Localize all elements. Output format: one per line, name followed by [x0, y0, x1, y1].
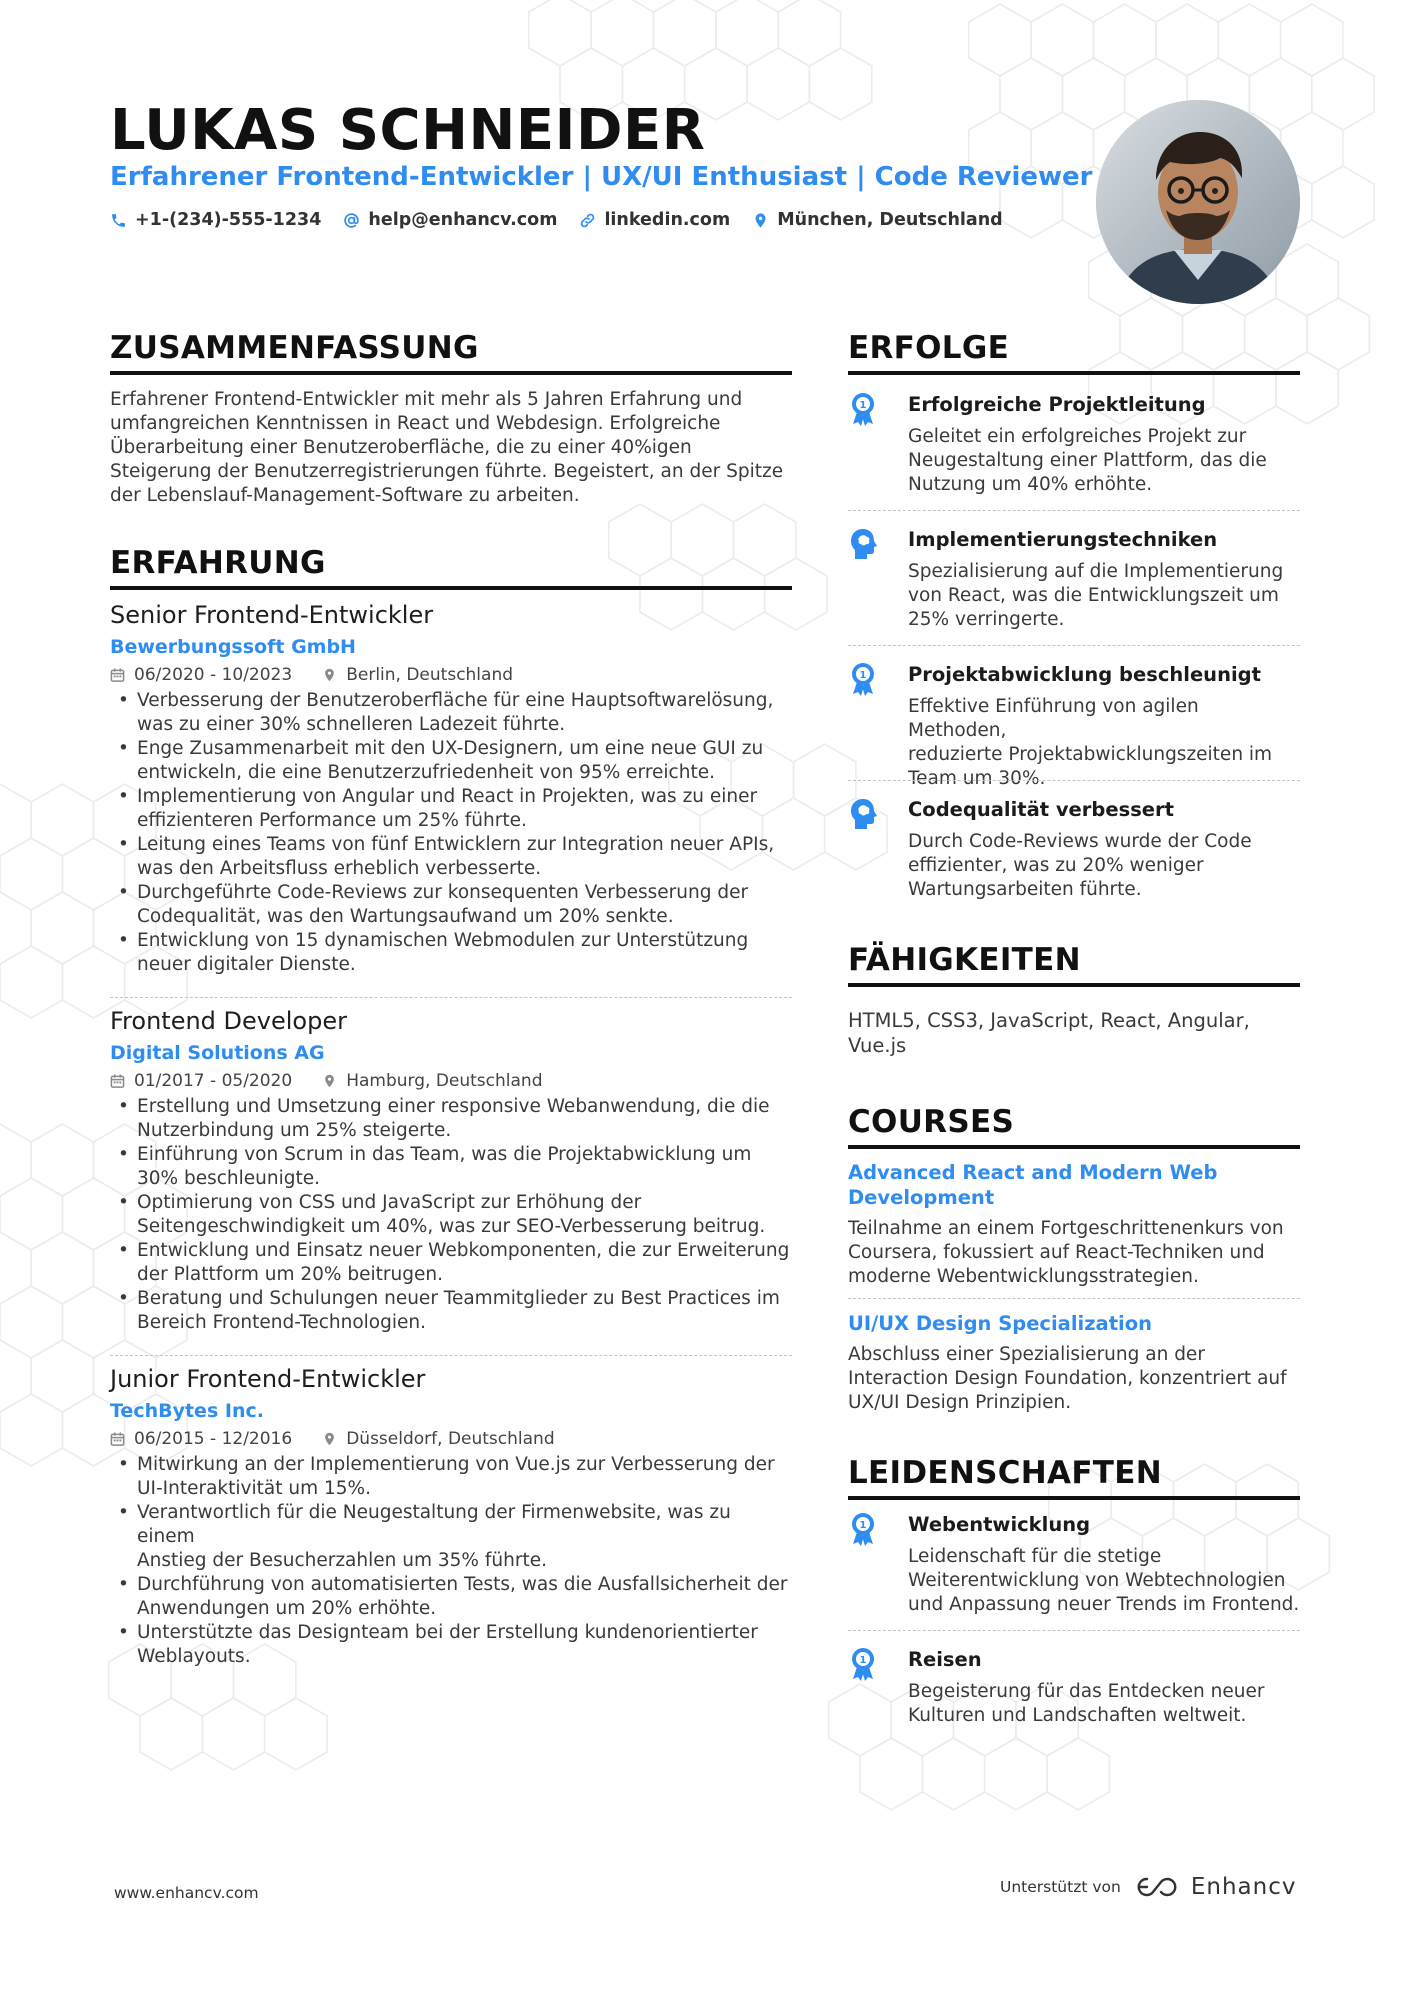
- phone-icon: [110, 212, 127, 229]
- job-title: Junior Frontend-Entwickler: [110, 1365, 426, 1393]
- ribbon-award-icon: [848, 392, 878, 428]
- job-dates: [110, 664, 292, 686]
- job-dates-text: 01/2017 - 05/2020: [134, 1071, 293, 1091]
- job-entry-1: [110, 600, 792, 977]
- company-name: Digital Solutions AG: [110, 1042, 325, 1064]
- bullet-item: • Durchführung von automatisierten Tests, was die Ausfallsicherheit der Anwendungen um 20% erhöhte.: [110, 1573, 792, 1621]
- enhancv-logo-icon: [1133, 1875, 1179, 1899]
- email-text: help@enhancv.com: [368, 210, 558, 230]
- achievement-description: Spezialisierung auf die Implementierung von React, was die Entwicklungszeit um 25% verringerte.: [908, 561, 1284, 630]
- job-entry-2: [110, 1006, 792, 1335]
- profile-photo: [1096, 100, 1300, 304]
- experience-divider: [110, 586, 792, 590]
- job-bullets: [110, 1453, 792, 1669]
- at-sign-icon: [343, 212, 360, 229]
- course-description: Abschluss einer Spezialisierung an der Interaction Design Foundation, konzentriert auf UX/UI Design Prinzipien.: [848, 1344, 1287, 1413]
- company-name: TechBytes Inc.: [110, 1400, 264, 1422]
- bullet-item: • Verbesserung der Benutzeroberfläche für eine Hauptsoftwarelösung, was zu einer 30% schnelleren Ladezeit führte.: [110, 689, 792, 737]
- svg-text:1: 1: [859, 1655, 867, 1666]
- job-separator: [110, 1355, 792, 1356]
- job-dates-text: 06/2015 - 12/2016: [134, 1429, 293, 1449]
- bullet-item: • Leitung eines Teams von fünf Entwicklern zur Integration neuer APIs, was den Arbeitsfluss erheblich verbesserte.: [110, 833, 792, 881]
- footer-branding[interactable]: [1000, 1874, 1296, 1900]
- bullet-item: • Einführung von Scrum in das Team, was die Projektabwicklung um 30% beschleunigte.: [110, 1143, 792, 1191]
- courses-divider: [848, 1145, 1300, 1149]
- passions-heading: LEIDENSCHAFTEN: [848, 1455, 1162, 1491]
- skills-line: HTML5, CSS3, JavaScript, React, Angular,: [848, 1009, 1250, 1032]
- svg-text:1: 1: [859, 1520, 867, 1531]
- head-brain-icon: [848, 797, 878, 833]
- job-meta: [110, 664, 792, 686]
- powered-by-label: Unterstützt von: [1000, 1878, 1121, 1896]
- bullet-item: • Erstellung und Umsetzung einer responsive Webanwendung, die die Nutzerbindung um 25% steigerte.: [110, 1095, 792, 1143]
- achievement-title: Implementierungstechniken: [908, 528, 1218, 551]
- location-text: München, Deutschland: [777, 210, 1003, 230]
- passion-separator: [848, 1630, 1300, 1631]
- calendar-icon: [110, 667, 125, 683]
- achievement-description: Durch Code-Reviews wurde der Code effizienter, was zu 20% weniger Wartungsarbeiten führte.: [908, 831, 1252, 900]
- bullet-item: • Unterstützte das Designteam bei der Erstellung kundenorientierter Weblayouts.: [110, 1621, 792, 1669]
- skills-text: [848, 1008, 1300, 1058]
- summary-line: Überarbeitung einer Benutzeroberfläche, die zu einer 40%igen: [110, 437, 692, 458]
- course-separator: [848, 1298, 1300, 1299]
- svg-text:1: 1: [859, 400, 867, 411]
- linkedin-text: linkedin.com: [604, 210, 731, 230]
- bullet-item: • Verantwortlich für die Neugestaltung der Firmenwebsite, was zu einem Anstieg der Besucherzahlen um 35% führte.: [110, 1501, 792, 1573]
- job-location-text: Berlin, Deutschland: [346, 665, 514, 685]
- job-meta: [110, 1428, 792, 1450]
- summary-text: [110, 388, 810, 508]
- skills-divider: [848, 983, 1300, 987]
- map-pin-icon: [322, 667, 337, 683]
- job-dates: [110, 1428, 292, 1450]
- passion-title: Webentwicklung: [908, 1513, 1091, 1536]
- achievements-heading: ERFOLGE: [848, 330, 1010, 366]
- ribbon-award-icon: [848, 662, 878, 698]
- job-bullets: [110, 689, 792, 977]
- job-meta: [110, 1070, 792, 1092]
- bullet-item: • Durchgeführte Code-Reviews zur konsequenten Verbesserung der Codequalität, was den Wartungsaufwand um 20% senkte.: [110, 881, 792, 929]
- map-pin-icon: [752, 212, 769, 229]
- summary-line: umfangreichen Kenntnissen in React und Webdesign. Erfolgreiche: [110, 413, 721, 434]
- contact-phone[interactable]: [110, 210, 321, 230]
- course-description: Teilnahme an einem Fortgeschrittenenkurs von Coursera, fokussiert auf React-Techniken und moderne Webentwicklungsstrategien.: [848, 1218, 1284, 1287]
- head-brain-icon: [848, 527, 878, 563]
- achievement-description: Geleitet ein erfolgreiches Projekt zur Neugestaltung einer Plattform, das die Nutzung um 40% erhöhte.: [908, 426, 1267, 495]
- passion-title: Reisen: [908, 1648, 982, 1671]
- svg-text:1: 1: [859, 670, 867, 681]
- map-pin-icon: [322, 1073, 337, 1089]
- map-pin-icon: [322, 1431, 337, 1447]
- passions-divider: [848, 1496, 1300, 1500]
- contact-email[interactable]: [343, 210, 557, 230]
- job-separator: [110, 997, 792, 998]
- ribbon-award-icon: [848, 1512, 878, 1548]
- passion-description: Leidenschaft für die stetige Weiterentwicklung von Webtechnologien und Anpassung neuer Trends im Frontend.: [908, 1546, 1300, 1615]
- achievement-title: Erfolgreiche Projektleitung: [908, 393, 1206, 416]
- achievement-item: [848, 797, 1300, 902]
- candidate-tagline: Erfahrener Frontend-Entwickler | UX/UI Enthusiast | Code Reviewer: [110, 162, 1093, 192]
- bullet-item: • Enge Zusammenarbeit mit den UX-Designern, um eine neue GUI zu entwickeln, die eine Benutzerzufriedenheit von 95% erreichte.: [110, 737, 792, 785]
- skills-line: Vue.js: [848, 1034, 907, 1057]
- summary-line: der Lebenslauf-Management-Software zu arbeiten.: [110, 485, 580, 506]
- achievement-separator: [848, 645, 1300, 646]
- achievement-item: [848, 527, 1300, 632]
- experience-heading: ERFAHRUNG: [110, 545, 326, 581]
- courses-heading: COURSES: [848, 1104, 1015, 1140]
- skills-heading: FÄHIGKEITEN: [848, 942, 1081, 978]
- job-dates-text: 06/2020 - 10/2023: [134, 665, 293, 685]
- bullet-item: • Beratung und Schulungen neuer Teammitglieder zu Best Practices im Bereich Frontend-Technologien.: [110, 1287, 792, 1335]
- job-location: [322, 1428, 554, 1450]
- enhancv-wordmark: Enhancv: [1190, 1874, 1297, 1900]
- bullet-item: • Entwicklung von 15 dynamischen Webmodulen zur Unterstützung neuer digitaler Dienste.: [110, 929, 792, 977]
- job-bullets: [110, 1095, 792, 1335]
- passion-item: [848, 1647, 1300, 1728]
- bullet-item: • Optimierung von CSS und JavaScript zur Erhöhung der Seitengeschwindigkeit um 40%, was zur SEO-Verbesserung beitrug.: [110, 1191, 792, 1239]
- course-title: UI/UX Design Specialization: [848, 1312, 1152, 1335]
- achievement-separator: [848, 780, 1300, 781]
- job-title: Senior Frontend-Entwickler: [110, 601, 434, 629]
- ribbon-award-icon: [848, 1647, 878, 1683]
- achievement-separator: [848, 510, 1300, 511]
- calendar-icon: [110, 1431, 125, 1447]
- passion-item: [848, 1512, 1300, 1617]
- summary-divider: [110, 371, 792, 375]
- achievement-item: [848, 662, 1300, 791]
- company-name: Bewerbungssoft GmbH: [110, 636, 356, 658]
- bullet-item: • Implementierung von Angular und React in Projekten, was zu einer effizienteren Performance um 25% führte.: [110, 785, 792, 833]
- achievement-title: Codequalität verbessert: [908, 798, 1174, 821]
- contact-location: [752, 210, 1003, 230]
- achievements-divider: [848, 371, 1300, 375]
- footer-website-link[interactable]: www.enhancv.com: [114, 1884, 259, 1902]
- job-title: Frontend Developer: [110, 1007, 347, 1035]
- summary-heading: ZUSAMMENFASSUNG: [110, 330, 479, 366]
- summary-line: Erfahrener Frontend-Entwickler mit mehr als 5 Jahren Erfahrung und: [110, 389, 743, 410]
- contact-linkedin[interactable]: [579, 210, 730, 230]
- achievement-title: Projektabwicklung beschleunigt: [908, 663, 1261, 686]
- phone-text: +1-(234)-555-1234: [135, 210, 322, 230]
- link-icon: [579, 212, 596, 229]
- candidate-name: LUKAS SCHNEIDER: [110, 98, 706, 163]
- contact-row: [110, 210, 1003, 230]
- bullet-item: • Entwicklung und Einsatz neuer Webkomponenten, die zur Erweiterung der Plattform um 20% beitrugen.: [110, 1239, 792, 1287]
- summary-line: Steigerung der Benutzerregistrierungen führte. Begeistert, an der Spitze: [110, 461, 784, 482]
- achievement-description: Effektive Einführung von agilen Methoden, reduzierte Projektabwicklungszeiten im Team um 30%.: [908, 696, 1273, 789]
- job-location: [322, 664, 513, 686]
- job-dates: [110, 1070, 292, 1092]
- achievement-item: [848, 392, 1300, 497]
- job-location: [322, 1070, 542, 1092]
- job-entry-3: [110, 1364, 792, 1669]
- course-title: Advanced React and Modern Web Development: [848, 1161, 1218, 1209]
- calendar-icon: [110, 1073, 125, 1089]
- bullet-item: • Mitwirkung an der Implementierung von Vue.js zur Verbesserung der UI-Interaktivität um 15%.: [110, 1453, 792, 1501]
- passion-description: Begeisterung für das Entdecken neuer Kulturen und Landschaften weltweit.: [908, 1681, 1265, 1726]
- job-location-text: Düsseldorf, Deutschland: [346, 1429, 555, 1449]
- job-location-text: Hamburg, Deutschland: [346, 1071, 543, 1091]
